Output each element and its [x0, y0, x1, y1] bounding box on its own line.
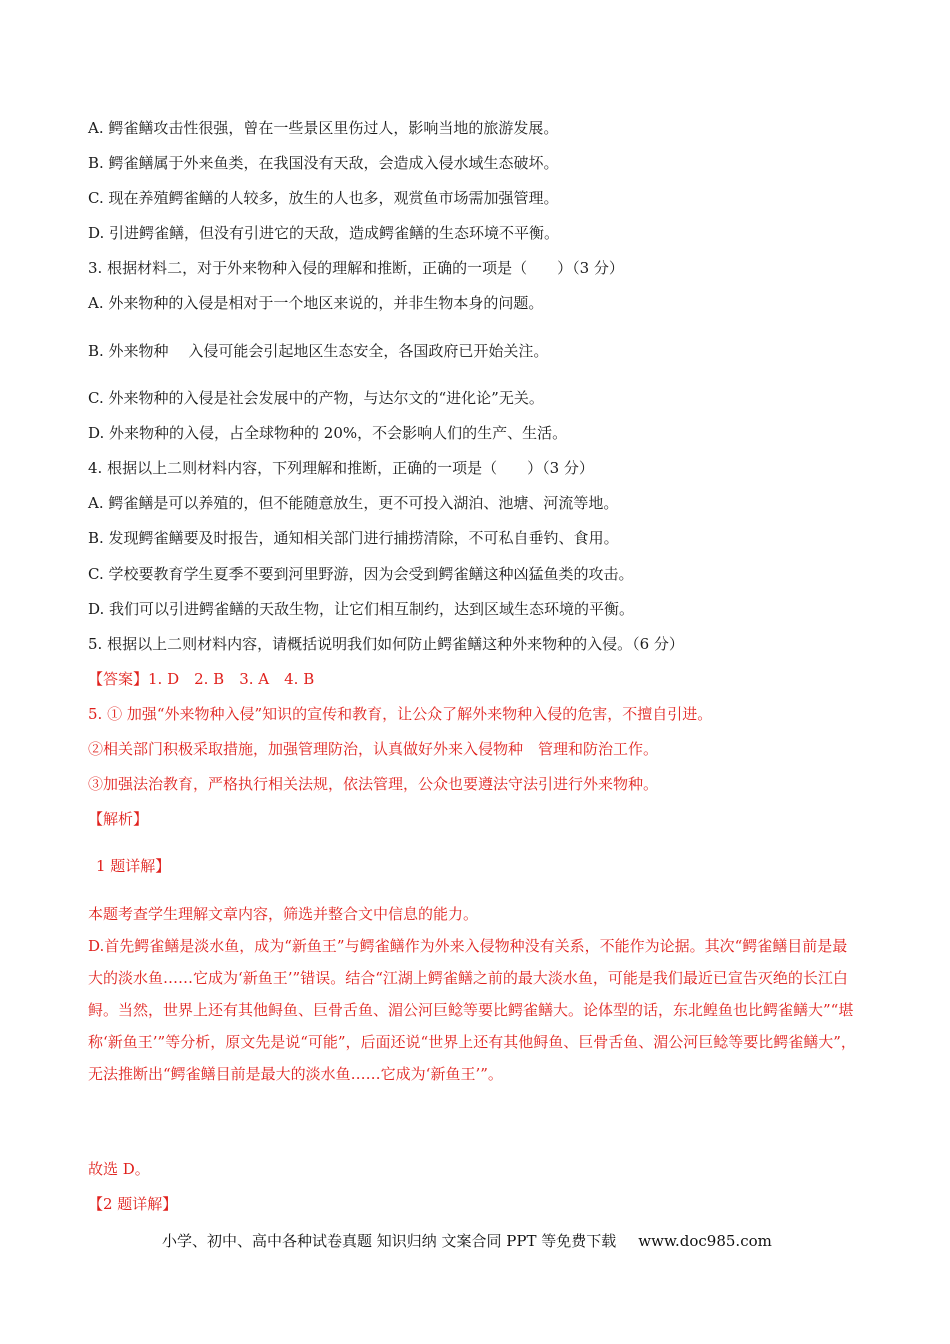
q3-option-d: D. 外来物种的入侵，占全球物种的 20%，不会影响人们的生产、生活。 — [88, 424, 568, 442]
footer-text: 小学、初中、高中各种试卷真题 知识归纳 文案合同 PPT 等免费下载 — [162, 1232, 617, 1250]
q1-detail-heading: 1 题详解】 — [96, 857, 171, 875]
q2-detail-heading: 【2 题详解】 — [88, 1195, 178, 1213]
q4-option-a: A. 鳄雀鳝是可以养殖的，但不能随意放生，更不可投入湖泊、池塘、河流等地。 — [88, 494, 619, 512]
question-4: 4. 根据以上二则材料内容，下列理解和推断，正确的一项是（ ）（3 分） — [88, 459, 594, 477]
q4-option-c: C. 学校要教育学生夏季不要到河里野游，因为会受到鳄雀鳝这种凶猛鱼类的攻击。 — [88, 565, 634, 583]
answer-5-point-3: ③加强法治教育，严格执行相关法规，依法管理，公众也要遵法守法引进行外来物种。 — [88, 775, 659, 793]
q3-option-b: B. 外来物种 入侵可能会引起地区生态安全，各国政府已开始关注。 — [88, 342, 549, 360]
q1-option-b: B. 鳄雀鳝属于外来鱼类，在我国没有天敌，会造成入侵水域生态破坏。 — [88, 154, 559, 172]
q3-option-a: A. 外来物种的入侵是相对于一个地区来说的，并非生物本身的问题。 — [88, 294, 544, 312]
answer-5-point-1: 5. ① 加强“外来物种入侵”知识的宣传和教育，让公众了解外来物种入侵的危害，不擅自引进。 — [88, 705, 713, 723]
q3-option-c: C. 外来物种的入侵是社会发展中的产物，与达尔文的“进化论”无关。 — [88, 389, 544, 407]
page-footer — [162, 1231, 772, 1251]
footer-url[interactable]: www.doc985.com — [638, 1232, 772, 1250]
question-5: 5. 根据以上二则材料内容，请概括说明我们如何防止鳄雀鳝这种外来物种的入侵。（6 分） — [88, 635, 684, 653]
analysis-intro: 本题考查学生理解文章内容，筛选并整合文中信息的能力。 — [88, 905, 479, 923]
answer-key: 【答案】1. D 2. B 3. A 4. B — [88, 670, 315, 688]
choose-d: 故选 D。 — [88, 1160, 150, 1178]
q1-option-c: C. 现在养殖鳄雀鳝的人较多，放生的人也多，观赏鱼市场需加强管理。 — [88, 189, 559, 207]
q1-option-a: A. 鳄雀鳝攻击性很强，曾在一些景区里伤过人，影响当地的旅游发展。 — [88, 119, 559, 137]
answer-5-point-2: ②相关部门积极采取措施，加强管理防治，认真做好外来入侵物种 管理和防治工作。 — [88, 740, 659, 758]
q4-option-d: D. 我们可以引进鳄雀鳝的天敌生物，让它们相互制约，达到区域生态环境的平衡。 — [88, 600, 635, 618]
explanation-d: D.首先鳄雀鳝是淡水鱼，成为“新鱼王”与鳄雀鳝作为外来入侵物种没有关系，不能作为论据。其次“鳄雀鳝目前是最大的淡水鱼……它成为‘新鱼王’”错误。结合“江湖上鳄雀鳝之前的最大淡水鱼，可能是我们最近已宣告灭绝的长江白鲟。当然，世界上还有其他鲟鱼、巨骨舌鱼、湄公河巨鲶等要比鳄雀鳝大。论体型的话，东北鳇鱼也比鳄雀鳝大”“堪称‘新鱼王’”等分析，原文先是说“可能”，后面还说“世界上还有其他鲟鱼、巨骨舌鱼、湄公河巨鲶等要比鳄雀鳝大”，无法推断出“鳄雀鳝目前是最大的淡水鱼……它成为‘新鱼王’”。 — [88, 937, 856, 1083]
question-3: 3. 根据材料二，对于外来物种入侵的理解和推断，正确的一项是（ ）（3 分） — [88, 259, 624, 277]
q4-option-b: B. 发现鳄雀鳝要及时报告，通知相关部门进行捕捞清除，不可私自垂钓、食用。 — [88, 529, 619, 547]
analysis-heading: 【解析】 — [88, 810, 149, 828]
q1-option-d: D. 引进鳄雀鳝，但没有引进它的天敌，造成鳄雀鳝的生态环境不平衡。 — [88, 224, 560, 242]
